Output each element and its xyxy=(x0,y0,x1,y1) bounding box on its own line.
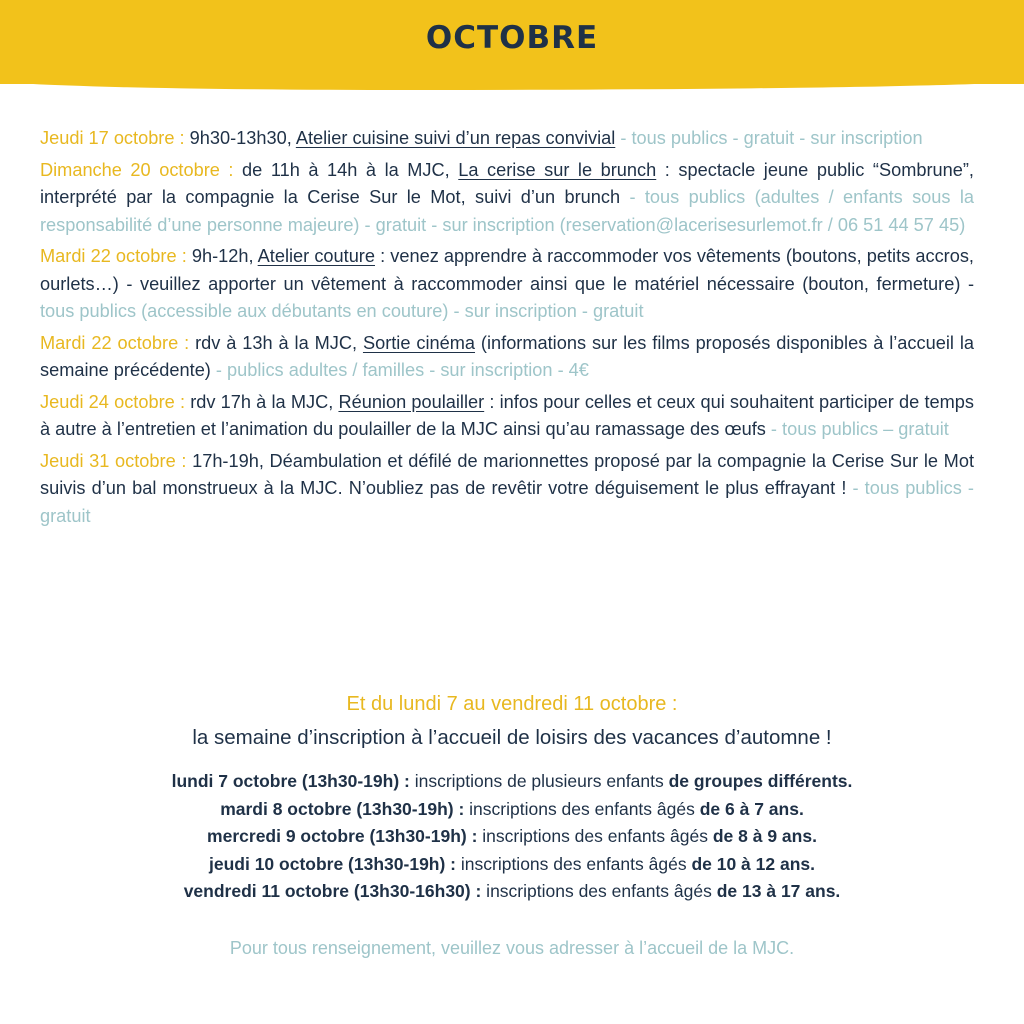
schedule-highlight: de 13 à 17 ans. xyxy=(716,881,841,901)
event-activity: Atelier cuisine suivi d’un repas convivial xyxy=(295,128,616,148)
event-time: de 11h à 14h à la MJC, xyxy=(233,159,459,180)
event-audience: - tous publics (adultes / enfants sous la responsabilité d’une personne majeure) - gratuit - sur inscription (reservation@lacerisesurlemot.fr / 06 51 44 57 45) xyxy=(40,187,974,235)
event-list xyxy=(40,125,974,534)
schedule-line xyxy=(0,851,1024,879)
inscription-heading: Et du lundi 7 au vendredi 11 octobre : xyxy=(346,693,678,715)
event-date: Jeudi 31 octobre : xyxy=(40,450,187,471)
event-audience: - tous publics - gratuit xyxy=(40,478,974,526)
schedule-day: mercredi 9 octobre (13h30-19h) : xyxy=(207,826,478,846)
event-audience: - tous publics - gratuit - sur inscription xyxy=(615,128,923,148)
schedule-day: jeudi 10 octobre (13h30-19h) : xyxy=(209,853,457,874)
page-title: OCTOBRE xyxy=(425,20,599,56)
event-item xyxy=(40,389,974,444)
event-date: Jeudi 17 octobre : xyxy=(40,128,185,148)
event-description: : spectacle jeune public “Sombrune”, interprété par la compagnie la Cerise Sur le Mot, suivi d’un brunch xyxy=(40,159,974,207)
event-item xyxy=(40,125,974,153)
inscription-section xyxy=(0,690,1024,906)
schedule-day: vendredi 11 octobre (13h30-16h30) : xyxy=(183,881,482,901)
event-activity: Réunion poulailler xyxy=(338,391,485,412)
event-description: : venez apprendre à raccommoder vos vêtements (boutons, petits accros, ourlets…) - veuillez apporter un vêtement à raccommoder ainsi que le matériel nécessaire (bouton, fermeture) - xyxy=(40,246,974,294)
schedule-line xyxy=(0,823,1024,851)
event-activity: La cerise sur le brunch xyxy=(458,159,657,180)
event-audience: tous publics (accessible aux débutants en couture) - sur inscription - gratuit xyxy=(40,301,644,321)
event-activity: Atelier couture xyxy=(257,246,375,266)
schedule-day: lundi 7 octobre (13h30-19h) : xyxy=(171,771,410,791)
schedule-desc: inscriptions de plusieurs enfants xyxy=(409,771,669,791)
event-date: Mardi 22 octobre : xyxy=(40,332,190,353)
schedule-highlight: de 8 à 9 ans. xyxy=(712,826,817,846)
footer-note: Pour tous renseignement, veuillez vous adresser à l’accueil de la MJC. xyxy=(229,938,795,958)
schedule-desc: inscriptions des enfants âgés xyxy=(464,798,700,819)
event-date: Dimanche 20 octobre : xyxy=(40,159,234,180)
event-time: rdv 17h à la MJC, xyxy=(185,391,339,412)
event-date: Mardi 22 octobre : xyxy=(40,246,187,266)
event-description: : infos pour celles et ceux qui souhaitent participer de temps à autre à l’entretien et l’animation du poulailler de la MJC ainsi qu’au ramassage des œufs xyxy=(40,391,974,439)
schedule-desc: inscriptions des enfants âgés xyxy=(456,853,692,874)
event-description: (informations sur les films proposés disponibles à l’accueil la semaine précédente) xyxy=(40,332,974,380)
schedule-line xyxy=(0,878,1024,906)
event-item xyxy=(40,157,974,240)
event-audience: - tous publics – gratuit xyxy=(765,419,949,439)
event-time: 17h-19h, Déambulation et défilé de marionnettes proposé par la compagnie la Cerise Sur le Mot suivis d’un bal monstrueux à la MJC. N’oubliez pas de revêtir votre déguisement le plus effrayant ! xyxy=(40,450,975,498)
schedule-highlight: de groupes différents. xyxy=(668,771,853,791)
event-item xyxy=(40,330,974,385)
event-time: 9h-12h, xyxy=(186,246,258,266)
event-time: 9h30-13h30, xyxy=(184,128,296,148)
event-item xyxy=(40,243,974,326)
event-date: Jeudi 24 octobre : xyxy=(40,391,185,412)
schedule-line xyxy=(0,768,1024,796)
schedule-highlight: de 10 à 12 ans. xyxy=(691,853,815,874)
event-audience: - publics adultes / familles - sur inscription - 4€ xyxy=(210,360,589,380)
schedule-desc: inscriptions des enfants âgés xyxy=(481,881,717,901)
schedule-desc: inscriptions des enfants âgés xyxy=(477,826,713,846)
event-activity: Sortie cinéma xyxy=(362,332,476,353)
schedule-day: mardi 8 octobre (13h30-19h) : xyxy=(220,798,465,819)
event-item xyxy=(40,448,974,531)
schedule-highlight: de 6 à 7 ans. xyxy=(699,798,804,819)
schedule-line xyxy=(0,796,1024,824)
inscription-subheading: la semaine d’inscription à l’accueil de loisirs des vacances d’automne ! xyxy=(192,726,832,749)
event-time: rdv à 13h à la MJC, xyxy=(189,332,363,353)
